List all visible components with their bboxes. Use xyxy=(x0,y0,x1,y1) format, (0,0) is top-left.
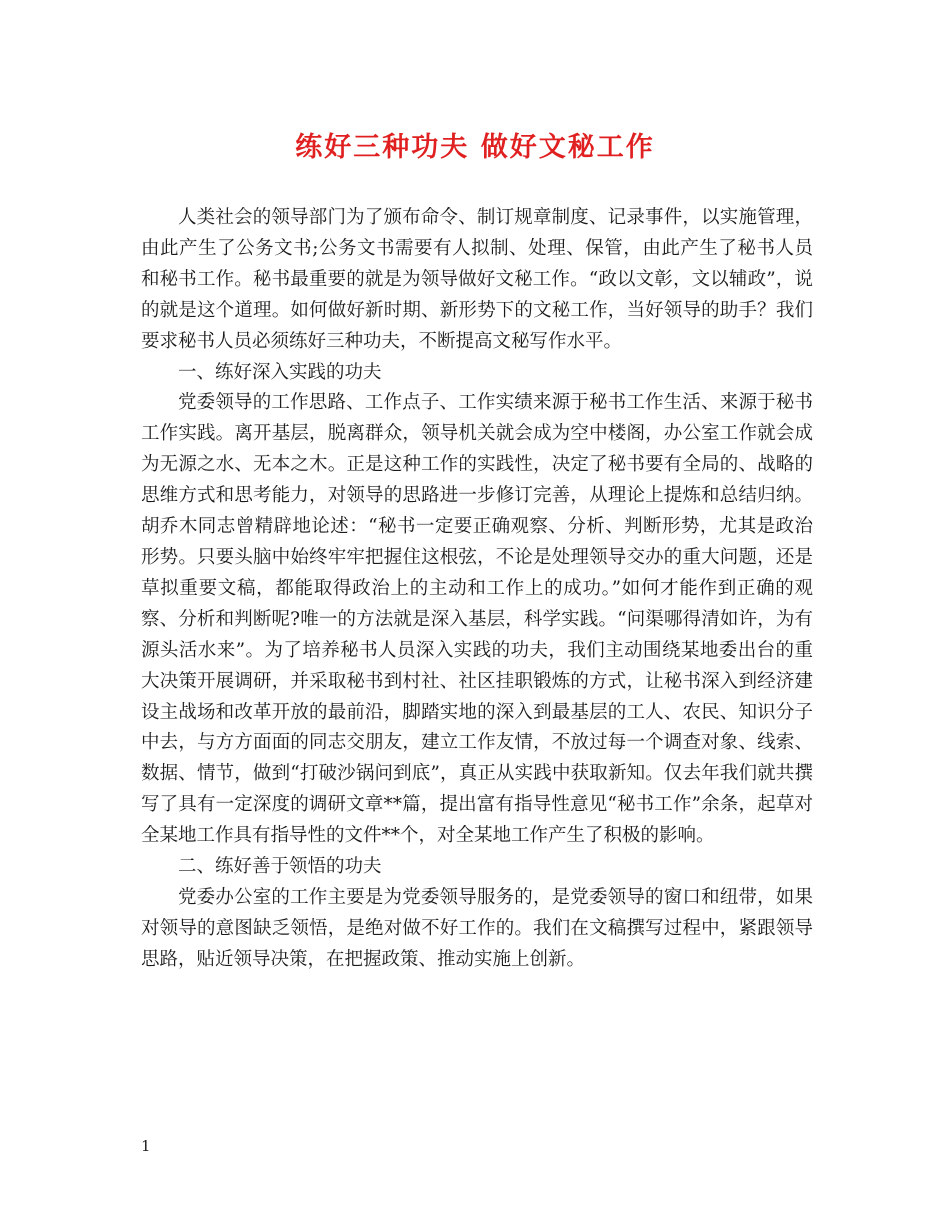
document-body xyxy=(141,203,813,976)
section-heading-1: 一、练好深入实践的功夫 xyxy=(178,361,382,383)
section-heading-2: 二、练好善于领悟的功夫 xyxy=(178,856,382,878)
paragraph-section-2: 党委办公室的工作主要是为党委领导服务的，是党委领导的窗口和纽带，如果对领导的意图缺乏领悟，是绝对做不好工作的。我们在文稿撰写过程中，紧跟领导思路，贴近领导决策，在把握政策、推动实施上创新。 xyxy=(141,886,813,970)
page-number: 1 xyxy=(141,1137,151,1155)
page-title: 练好三种功夫 做好文秘工作 xyxy=(295,132,655,163)
paragraph-section-1: 党委领导的工作思路、工作点子、工作实绩来源于秘书工作生活、来源于秘书工作实践。离开基层，脱离群众，领导机关就会成为空中楼阁，办公室工作就会成为无源之水、无本之木。正是这种工作的实践性，决定了秘书要有全局的、战略的思维方式和思考能力，对领导的思路进一步修订完善，从理论上提炼和总结归纳。胡乔木同志曾精辟地论述：“秘书一定要正确观察、分析、判断形势，尤其是政治形势。只要头脑中始终牢牢把握住这根弦，不论是处理领导交办的重大问题，还是草拟重要文稿，都能取得政治上的主动和工作上的成功。”如何才能作到正确的观察、分析和判断呢?唯一的方法就是深入基层，科学实践。“问渠哪得清如许，为有源头活水来”。为了培养秘书人员深入实践的功夫，我们主动围绕某地委出台的重大决策开展调研，并采取秘书到村社、社区挂职锻炼的方式，让秘书深入到经济建设主战场和改革开放的最前沿，脚踏实地的深入到最基层的工人、农民、知识分子中去，与方方面面的同志交朋友，建立工作友情，不放过每一个调查对象、线索、数据、情节，做到“打破沙锅问到底”，真正从实践中获取新知。仅去年我们就共撰写了具有一定深度的调研文章**篇，提出富有指导性意见“秘书工作”余条，起草对全某地工作具有指导性的文件**个，对全某地工作产生了积极的影响。 xyxy=(141,392,813,847)
paragraph-intro: 人类社会的领导部门为了颁布命令、制订规章制度、记录事件，以实施管理，由此产生了公务文书;公务文书需要有人拟制、处理、保管，由此产生了秘书人员和秘书工作。秘书最重要的就是为领导做好文秘工作。“政以文彰，文以辅政”，说的就是这个道理。如何做好新时期、新形势下的文秘工作，当好领导的助手？我们要求秘书人员必须练好三种功夫，不断提高文秘写作水平。 xyxy=(141,207,813,352)
